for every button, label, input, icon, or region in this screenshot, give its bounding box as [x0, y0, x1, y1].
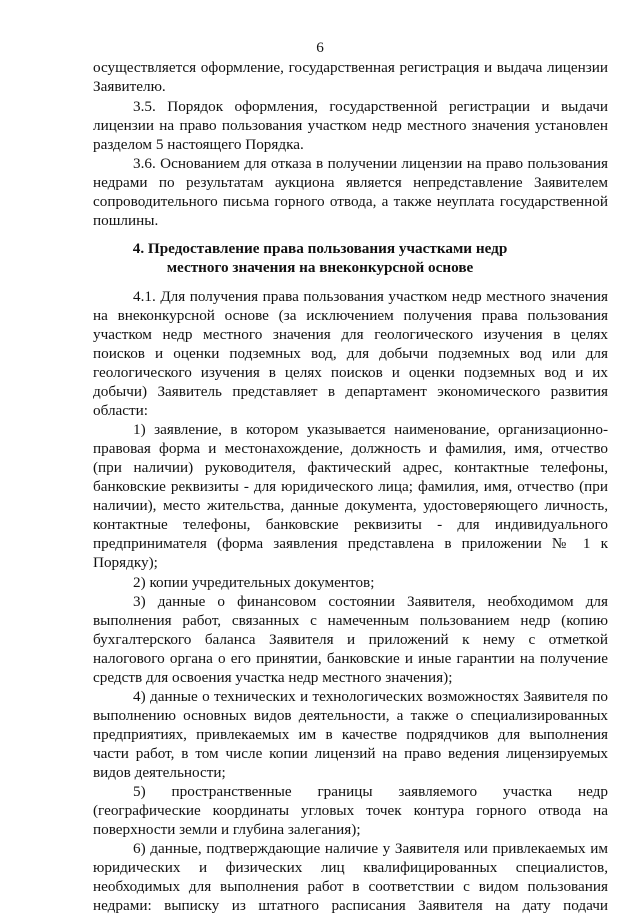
paragraph-line: налогового органа о его принятии, банковские и иные гарантии на получение — [93, 650, 608, 667]
paragraph-line: 4) данные о технических и технологических возможностях Заявителя по — [133, 688, 608, 705]
paragraph-line: поверхности земли и глубина залегания); — [93, 821, 361, 838]
paragraph-line: Порядку); — [93, 554, 158, 571]
paragraph-line: 4.1. Для получения права пользования участком недр местного значения — [133, 288, 608, 305]
paragraph-line: на внеконкурсной основе (за исключением получения права пользования — [93, 307, 608, 324]
paragraph-line: предприятиях, привлекаемых им в качестве подрядчиков для выполнения — [93, 726, 608, 743]
paragraph-line: недрами: выписку из штатного расписания Заявителя на дату подачи — [93, 897, 608, 914]
paragraph-line: юридических и физических лиц квалифицированных специалистов, — [93, 859, 608, 876]
paragraph-line: предпринимателя (форма заявления представлена в приложении № 1 к — [93, 535, 608, 552]
paragraph-line: осуществляется оформление, государственная регистрация и выдача лицензии — [93, 59, 608, 76]
paragraph-line: недрами по результатам аукциона является непредставление Заявителем — [93, 174, 608, 191]
paragraph-line: 5) пространственные границы заявляемого участка недр — [133, 783, 608, 800]
paragraph-line: правовая форма и местонахождение, должность и фамилия, имя, отчество — [93, 440, 608, 457]
paragraph-line: бухгалтерского баланса Заявителя и приложений к нему с отметкой — [93, 631, 608, 648]
paragraph-line: 6) данные, подтверждающие наличие у Заявителя или привлекаемых им — [133, 840, 608, 857]
paragraph-line: 3.5. Порядок оформления, государственной регистрации и выдачи — [133, 98, 608, 115]
paragraph-line: добычи) Заявитель представляет в департамент экономического развития — [93, 383, 608, 400]
paragraph-line: средств для освоения участка недр местного значения); — [93, 669, 453, 686]
paragraph-line: геологического изучения в целях поисков и оценки подземных вод и их — [93, 364, 608, 381]
paragraph-line: контактные телефоны, банковские реквизиты - для индивидуального — [93, 516, 608, 533]
paragraph-line: (географические координаты угловых точек контура горного отвода на — [93, 802, 608, 819]
paragraph-line: Заявителю. — [93, 78, 166, 95]
paragraph-line: области: — [93, 402, 148, 419]
paragraph-line: 2) копии учредительных документов; — [133, 574, 375, 591]
paragraph-line: банковские реквизиты - для юридического лица; фамилия, имя, отчество (при — [93, 478, 608, 495]
paragraph-line: выполнения работ, связанных с намеченным пользованием недр (копию — [93, 612, 608, 629]
paragraph-line: необходимых для выполнения работ в соответствии с видом пользования — [93, 878, 608, 895]
paragraph-line: поисков и оценки подземных вод, для добычи подземных вод или для — [93, 345, 608, 362]
paragraph-line: 3.6. Основанием для отказа в получении лицензии на право пользования — [133, 155, 608, 172]
paragraph-line: наличии), место жительства, данные документа, удостоверяющего личность, — [93, 497, 608, 514]
paragraph-line: (при наличии) руководителя, фактический адрес, контактные телефоны, — [93, 459, 608, 476]
paragraph-line: 1) заявление, в котором указывается наименование, организационно- — [133, 421, 608, 438]
page-number: 6 — [316, 39, 324, 56]
paragraph-line: части работ, в том числе копии лицензий на право ведения лицензируемых — [93, 745, 608, 762]
paragraph-line: разделом 5 настоящего Порядка. — [93, 136, 304, 153]
paragraph-line: участком недр местного значения для геологического изучения в целях — [93, 326, 608, 343]
paragraph-line: видов деятельности; — [93, 764, 226, 781]
section-heading-line: местного значения на внеконкурсной основе — [166, 259, 474, 276]
paragraph-line: пошлины. — [93, 212, 159, 229]
paragraph-line: сопроводительного письма горного отвода, а также неуплата государственной — [93, 193, 608, 210]
paragraph-line: выполнению основных видов деятельности, а также о специализированных — [93, 707, 608, 724]
section-heading-line: 4. Предоставление права пользования участками недр — [132, 240, 508, 257]
paragraph-line: лицензии на право пользования участком недр местного значения установлен — [93, 117, 608, 134]
paragraph-line: 3) данные о финансовом состоянии Заявителя, необходимом для — [133, 593, 608, 610]
